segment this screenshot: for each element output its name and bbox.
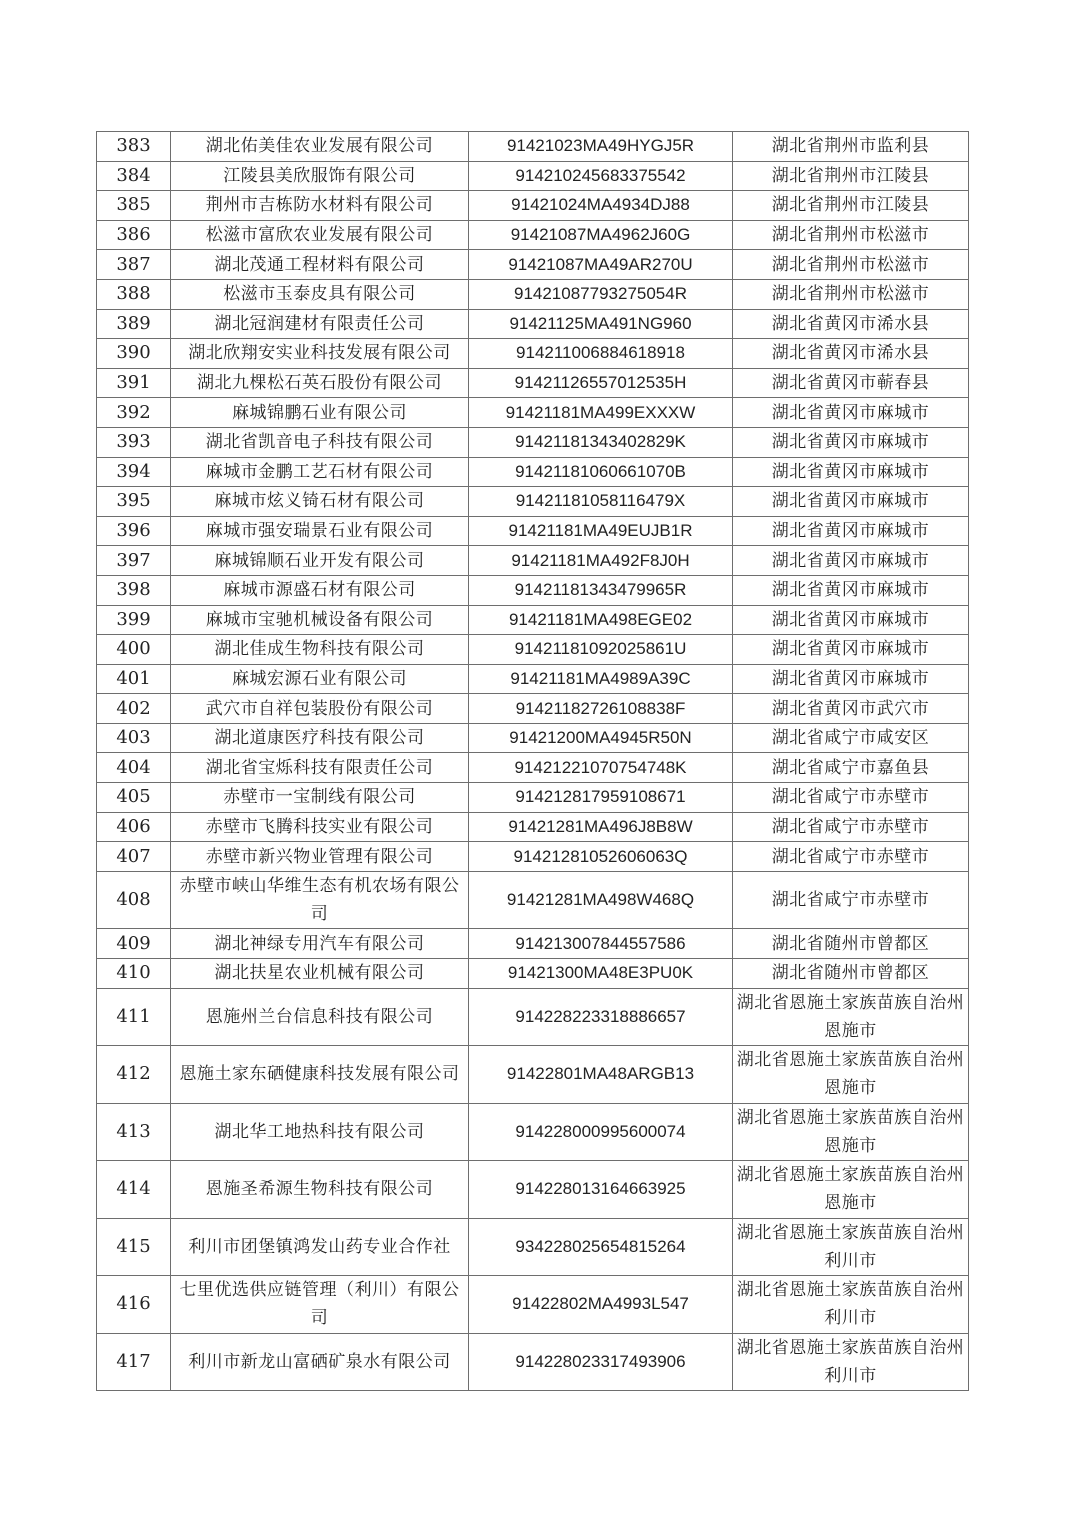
credit-code-cell: 91421181058116479X [469, 487, 733, 517]
table-row [97, 575, 969, 605]
table-row [97, 842, 969, 872]
credit-code-cell: 914228000995600074 [469, 1103, 733, 1161]
row-number-cell: 416 [97, 1276, 171, 1334]
company-name-cell: 湖北佑美佳农业发展有限公司 [171, 132, 469, 162]
table-row [97, 988, 969, 1046]
region-cell: 湖北省随州市曾都区 [733, 929, 969, 959]
credit-code-cell: 91421200MA4945R50N [469, 723, 733, 753]
table-row [97, 812, 969, 842]
company-name-cell: 麻城市强安瑞景石业有限公司 [171, 516, 469, 546]
region-cell: 湖北省黄冈市麻城市 [733, 575, 969, 605]
row-number-cell: 397 [97, 546, 171, 576]
company-name-cell: 湖北道康医疗科技有限公司 [171, 723, 469, 753]
company-name-cell: 湖北省凯音电子科技有限公司 [171, 427, 469, 457]
row-number-cell: 387 [97, 250, 171, 280]
credit-code-cell: 91421181060661070B [469, 457, 733, 487]
row-number-cell: 410 [97, 958, 171, 988]
region-cell: 湖北省荆州市江陵县 [733, 191, 969, 221]
company-name-cell: 赤壁市新兴物业管理有限公司 [171, 842, 469, 872]
company-name-cell: 湖北欣翔安实业科技发展有限公司 [171, 339, 469, 369]
table-row [97, 1218, 969, 1276]
table-row [97, 753, 969, 783]
credit-code-cell: 914212817959108671 [469, 783, 733, 813]
table-body [97, 132, 969, 1391]
credit-code-cell: 914211006884618918 [469, 339, 733, 369]
region-cell: 湖北省黄冈市麻城市 [733, 664, 969, 694]
company-name-cell: 七里优选供应链管理（利川）有限公司 [171, 1276, 469, 1334]
company-name-cell: 湖北扶星农业机械有限公司 [171, 958, 469, 988]
table-row [97, 161, 969, 191]
company-name-cell: 湖北省宝烁科技有限责任公司 [171, 753, 469, 783]
table-row [97, 279, 969, 309]
company-name-cell: 麻城市金鹏工艺石材有限公司 [171, 457, 469, 487]
table-row [97, 783, 969, 813]
company-name-cell: 恩施圣希源生物科技有限公司 [171, 1161, 469, 1219]
company-name-cell: 利川市新龙山富硒矿泉水有限公司 [171, 1333, 469, 1391]
table-row [97, 487, 969, 517]
credit-code-cell: 91421181MA492F8J0H [469, 546, 733, 576]
row-number-cell: 400 [97, 635, 171, 665]
company-name-cell: 麻城宏源石业有限公司 [171, 664, 469, 694]
row-number-cell: 395 [97, 487, 171, 517]
region-cell: 湖北省咸宁市嘉鱼县 [733, 753, 969, 783]
credit-code-cell: 91421300MA48E3PU0K [469, 958, 733, 988]
table-row [97, 664, 969, 694]
credit-code-cell: 914228223318886657 [469, 988, 733, 1046]
region-cell: 湖北省黄冈市浠水县 [733, 309, 969, 339]
company-name-cell: 麻城市炫义锜石材有限公司 [171, 487, 469, 517]
row-number-cell: 396 [97, 516, 171, 546]
region-cell: 湖北省黄冈市麻城市 [733, 635, 969, 665]
row-number-cell: 404 [97, 753, 171, 783]
region-cell: 湖北省荆州市监利县 [733, 132, 969, 162]
company-name-cell: 麻城市宝驰机械设备有限公司 [171, 605, 469, 635]
row-number-cell: 393 [97, 427, 171, 457]
credit-code-cell: 914213007844557586 [469, 929, 733, 959]
table-row [97, 220, 969, 250]
table-row [97, 1046, 969, 1104]
row-number-cell: 390 [97, 339, 171, 369]
company-name-cell: 江陵县美欣服饰有限公司 [171, 161, 469, 191]
company-name-cell: 麻城锦顺石业开发有限公司 [171, 546, 469, 576]
region-cell: 湖北省黄冈市麻城市 [733, 546, 969, 576]
row-number-cell: 391 [97, 368, 171, 398]
credit-code-cell: 91421281MA498W468Q [469, 871, 733, 929]
region-cell: 湖北省恩施土家族苗族自治州利川市 [733, 1218, 969, 1276]
company-name-cell: 湖北佳成生物科技有限公司 [171, 635, 469, 665]
credit-code-cell: 91421024MA4934DJ88 [469, 191, 733, 221]
credit-code-cell: 91422801MA48ARGB13 [469, 1046, 733, 1104]
table-row [97, 1103, 969, 1161]
credit-code-cell: 91421181MA49EUJB1R [469, 516, 733, 546]
company-name-cell: 恩施土家东硒健康科技发展有限公司 [171, 1046, 469, 1104]
region-cell: 湖北省黄冈市麻城市 [733, 605, 969, 635]
table-row [97, 250, 969, 280]
region-cell: 湖北省黄冈市麻城市 [733, 398, 969, 428]
row-number-cell: 415 [97, 1218, 171, 1276]
region-cell: 湖北省随州市曾都区 [733, 958, 969, 988]
company-name-cell: 湖北茂通工程材料有限公司 [171, 250, 469, 280]
credit-code-cell: 91421125MA491NG960 [469, 309, 733, 339]
company-name-cell: 松滋市玉泰皮具有限公司 [171, 279, 469, 309]
row-number-cell: 392 [97, 398, 171, 428]
credit-code-cell: 914210245683375542 [469, 161, 733, 191]
company-list-table [96, 131, 969, 1391]
region-cell: 湖北省荆州市松滋市 [733, 279, 969, 309]
row-number-cell: 414 [97, 1161, 171, 1219]
credit-code-cell: 91421023MA49HYGJ5R [469, 132, 733, 162]
region-cell: 湖北省黄冈市浠水县 [733, 339, 969, 369]
company-name-cell: 利川市团堡镇鸿发山药专业合作社 [171, 1218, 469, 1276]
company-name-cell: 武穴市自祥包装股份有限公司 [171, 694, 469, 724]
region-cell: 湖北省荆州市松滋市 [733, 250, 969, 280]
row-number-cell: 399 [97, 605, 171, 635]
credit-code-cell: 91421182726108838F [469, 694, 733, 724]
region-cell: 湖北省咸宁市赤壁市 [733, 783, 969, 813]
row-number-cell: 386 [97, 220, 171, 250]
region-cell: 湖北省黄冈市麻城市 [733, 427, 969, 457]
row-number-cell: 409 [97, 929, 171, 959]
row-number-cell: 383 [97, 132, 171, 162]
credit-code-cell: 91421181MA498EGE02 [469, 605, 733, 635]
region-cell: 湖北省黄冈市麻城市 [733, 516, 969, 546]
credit-code-cell: 91421181092025861U [469, 635, 733, 665]
table-row [97, 1333, 969, 1391]
company-name-cell: 赤壁市一宝制线有限公司 [171, 783, 469, 813]
region-cell: 湖北省黄冈市武穴市 [733, 694, 969, 724]
credit-code-cell: 914228023317493906 [469, 1333, 733, 1391]
company-name-cell: 松滋市富欣农业发展有限公司 [171, 220, 469, 250]
table-row [97, 1276, 969, 1334]
region-cell: 湖北省咸宁市赤壁市 [733, 812, 969, 842]
credit-code-cell: 91421221070754748K [469, 753, 733, 783]
company-name-cell: 赤壁市飞腾科技实业有限公司 [171, 812, 469, 842]
company-name-cell: 恩施州兰台信息科技有限公司 [171, 988, 469, 1046]
table-row [97, 635, 969, 665]
row-number-cell: 389 [97, 309, 171, 339]
credit-code-cell: 91421181343479965R [469, 575, 733, 605]
table-row [97, 546, 969, 576]
row-number-cell: 407 [97, 842, 171, 872]
credit-code-cell: 91421087793275054R [469, 279, 733, 309]
row-number-cell: 385 [97, 191, 171, 221]
table-row [97, 929, 969, 959]
table-row [97, 339, 969, 369]
region-cell: 湖北省荆州市松滋市 [733, 220, 969, 250]
credit-code-cell: 91421281MA496J8B8W [469, 812, 733, 842]
row-number-cell: 413 [97, 1103, 171, 1161]
table-row [97, 457, 969, 487]
credit-code-cell: 91421181343402829K [469, 427, 733, 457]
table-row [97, 723, 969, 753]
table-row [97, 1161, 969, 1219]
table-row [97, 398, 969, 428]
row-number-cell: 384 [97, 161, 171, 191]
credit-code-cell: 91421181MA4989A39C [469, 664, 733, 694]
table-row [97, 368, 969, 398]
table-row [97, 309, 969, 339]
table-row [97, 605, 969, 635]
table-row [97, 427, 969, 457]
region-cell: 湖北省恩施土家族苗族自治州利川市 [733, 1276, 969, 1334]
row-number-cell: 417 [97, 1333, 171, 1391]
company-name-cell: 麻城锦鹏石业有限公司 [171, 398, 469, 428]
row-number-cell: 411 [97, 988, 171, 1046]
row-number-cell: 402 [97, 694, 171, 724]
region-cell: 湖北省黄冈市蕲春县 [733, 368, 969, 398]
company-name-cell: 湖北神绿专用汽车有限公司 [171, 929, 469, 959]
region-cell: 湖北省恩施土家族苗族自治州恩施市 [733, 988, 969, 1046]
table-row [97, 516, 969, 546]
region-cell: 湖北省黄冈市麻城市 [733, 457, 969, 487]
table-row [97, 871, 969, 929]
row-number-cell: 408 [97, 871, 171, 929]
table-row [97, 694, 969, 724]
region-cell: 湖北省咸宁市赤壁市 [733, 842, 969, 872]
company-name-cell: 麻城市源盛石材有限公司 [171, 575, 469, 605]
company-name-cell: 赤壁市峡山华维生态有机农场有限公司 [171, 871, 469, 929]
row-number-cell: 405 [97, 783, 171, 813]
region-cell: 湖北省黄冈市麻城市 [733, 487, 969, 517]
credit-code-cell: 91421281052606063Q [469, 842, 733, 872]
table-row [97, 958, 969, 988]
region-cell: 湖北省荆州市江陵县 [733, 161, 969, 191]
credit-code-cell: 91421087MA49AR270U [469, 250, 733, 280]
region-cell: 湖北省恩施土家族苗族自治州利川市 [733, 1333, 969, 1391]
row-number-cell: 406 [97, 812, 171, 842]
region-cell: 湖北省恩施土家族苗族自治州恩施市 [733, 1161, 969, 1219]
credit-code-cell: 91421126557012535H [469, 368, 733, 398]
row-number-cell: 388 [97, 279, 171, 309]
credit-code-cell: 914228013164663925 [469, 1161, 733, 1219]
company-name-cell: 湖北九棵松石英石股份有限公司 [171, 368, 469, 398]
credit-code-cell: 934228025654815264 [469, 1218, 733, 1276]
row-number-cell: 412 [97, 1046, 171, 1104]
region-cell: 湖北省咸宁市咸安区 [733, 723, 969, 753]
region-cell: 湖北省咸宁市赤壁市 [733, 871, 969, 929]
row-number-cell: 394 [97, 457, 171, 487]
table-row [97, 191, 969, 221]
region-cell: 湖北省恩施土家族苗族自治州恩施市 [733, 1103, 969, 1161]
credit-code-cell: 91422802MA4993L547 [469, 1276, 733, 1334]
table-row [97, 132, 969, 162]
company-name-cell: 湖北华工地热科技有限公司 [171, 1103, 469, 1161]
row-number-cell: 398 [97, 575, 171, 605]
credit-code-cell: 91421087MA4962J60G [469, 220, 733, 250]
credit-code-cell: 91421181MA499EXXXW [469, 398, 733, 428]
region-cell: 湖北省恩施土家族苗族自治州恩施市 [733, 1046, 969, 1104]
company-name-cell: 湖北冠润建材有限责任公司 [171, 309, 469, 339]
row-number-cell: 401 [97, 664, 171, 694]
company-name-cell: 荆州市吉栋防水材料有限公司 [171, 191, 469, 221]
row-number-cell: 403 [97, 723, 171, 753]
